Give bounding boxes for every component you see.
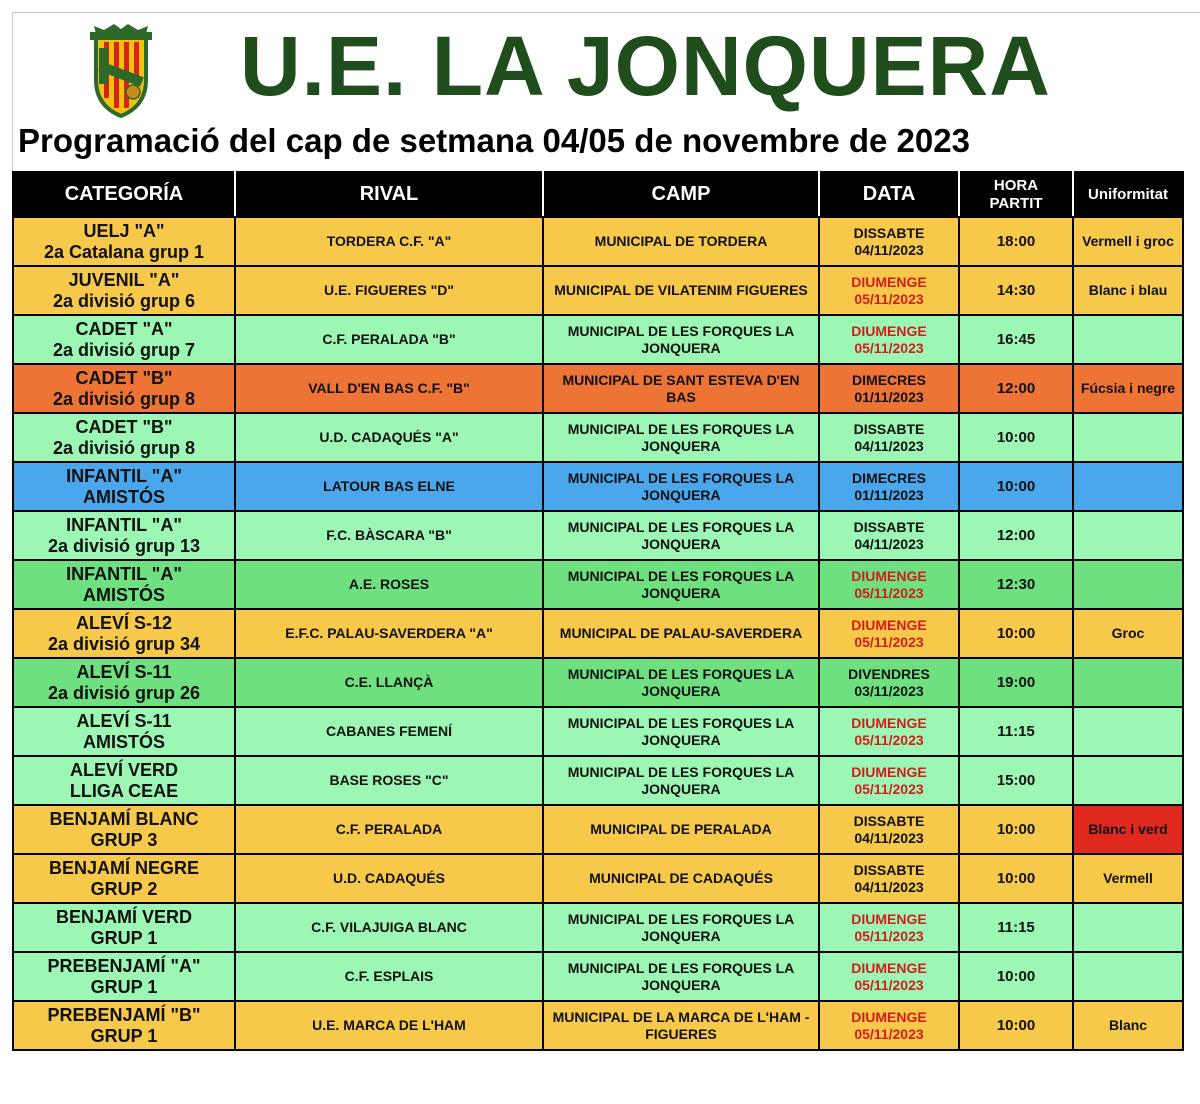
categoria-line1: ALEVÍ S-12: [75, 612, 173, 633]
cell-camp: MUNICIPAL DE PERALADA: [543, 805, 819, 854]
cell-hora: 12:30: [959, 560, 1073, 609]
categoria-line1: CADET "A": [75, 318, 173, 339]
categoria-line1: BENJAMÍ BLANC: [49, 808, 199, 829]
categoria-line2: GRUP 2: [90, 878, 158, 899]
cell-categoria: [13, 658, 235, 707]
categoria-line2: 2a divisió grup 8: [52, 388, 196, 409]
header-hora-line1: HORA: [993, 176, 1039, 194]
categoria-line1: UELJ "A": [83, 220, 165, 241]
categoria-line2: 2a divisió grup 26: [47, 682, 201, 703]
cell-data: [819, 217, 959, 266]
table-row: [13, 1001, 1183, 1050]
cell-camp: MUNICIPAL DE LES FORQUES LA JONQUERA: [543, 707, 819, 756]
data-date: 05/11/2023: [854, 584, 924, 601]
header-camp: CAMP: [543, 172, 819, 217]
cell-rival: CABANES FEMENÍ: [235, 707, 543, 756]
cell-hora: 18:00: [959, 217, 1073, 266]
cell-data: [819, 609, 959, 658]
categoria-line1: ALEVÍ S-11: [76, 661, 172, 682]
data-day: DIUMENGE: [851, 714, 927, 731]
categoria-line2: GRUP 1: [90, 976, 158, 997]
table-row: [13, 952, 1183, 1001]
cell-categoria: [13, 462, 235, 511]
cell-categoria: [13, 560, 235, 609]
cell-camp: MUNICIPAL DE LES FORQUES LA JONQUERA: [543, 658, 819, 707]
data-date: 01/11/2023: [854, 388, 924, 405]
cell-data: [819, 315, 959, 364]
data-day: DIVENDRES: [848, 665, 930, 682]
data-day: DIUMENGE: [851, 322, 927, 339]
cell-rival: TORDERA C.F. "A": [235, 217, 543, 266]
categoria-line1: BENJAMÍ NEGRE: [48, 857, 200, 878]
data-day: DISSABTE: [853, 420, 925, 437]
cell-camp: MUNICIPAL DE LES FORQUES LA JONQUERA: [543, 560, 819, 609]
cell-hora: 10:00: [959, 854, 1073, 903]
cell-camp: MUNICIPAL DE LA MARCA DE L'HAM - FIGUERES: [543, 1001, 819, 1050]
data-day: DIMECRES: [852, 469, 926, 486]
data-date: 05/11/2023: [854, 927, 924, 944]
cell-categoria: [13, 756, 235, 805]
cell-camp: MUNICIPAL DE LES FORQUES LA JONQUERA: [543, 756, 819, 805]
categoria-line2: GRUP 1: [90, 1025, 158, 1046]
data-day: DIUMENGE: [851, 959, 927, 976]
data-date: 05/11/2023: [854, 633, 924, 650]
cell-hora: 14:30: [959, 266, 1073, 315]
cell-data: [819, 756, 959, 805]
table-row: [13, 462, 1183, 511]
cell-uniformitat: [1073, 658, 1183, 707]
table-row: [13, 609, 1183, 658]
data-day: DISSABTE: [853, 812, 925, 829]
cell-data: [819, 903, 959, 952]
cell-uniformitat: Blanc i verd: [1073, 805, 1183, 854]
categoria-line2: 2a divisió grup 34: [47, 633, 201, 654]
header-uniformitat: Uniformitat: [1073, 172, 1183, 217]
data-date: 05/11/2023: [854, 1025, 924, 1042]
cell-uniformitat: [1073, 462, 1183, 511]
club-crest-icon: [86, 22, 156, 118]
table-row: [13, 854, 1183, 903]
categoria-line2: AMISTÓS: [82, 584, 165, 605]
cell-categoria: [13, 609, 235, 658]
cell-rival: VALL D'EN BAS C.F. "B": [235, 364, 543, 413]
cell-data: [819, 266, 959, 315]
cell-categoria: [13, 903, 235, 952]
header-rival: RIVAL: [235, 172, 543, 217]
cell-rival: BASE ROSES "C": [235, 756, 543, 805]
cell-categoria: [13, 952, 235, 1001]
cell-data: [819, 462, 959, 511]
data-day: DIUMENGE: [851, 616, 927, 633]
cell-categoria: [13, 854, 235, 903]
categoria-line2: LLIGA CEAE: [69, 780, 179, 801]
page-subtitle: Programació del cap de setmana 04/05 de novembre de 2023: [18, 122, 970, 159]
cell-uniformitat: Blanc i blau: [1073, 266, 1183, 315]
categoria-line2: 2a divisió grup 13: [47, 535, 201, 556]
cell-categoria: [13, 315, 235, 364]
data-date: 05/11/2023: [854, 339, 924, 356]
categoria-line2: GRUP 1: [90, 927, 158, 948]
categoria-line2: GRUP 3: [90, 829, 158, 850]
table-row: [13, 511, 1183, 560]
data-day: DIUMENGE: [851, 1008, 927, 1025]
cell-categoria: [13, 1001, 235, 1050]
header-categoria: CATEGORÍA: [13, 172, 235, 217]
cell-rival: C.F. ESPLAIS: [235, 952, 543, 1001]
table-row: [13, 903, 1183, 952]
cell-data: [819, 707, 959, 756]
cell-rival: A.E. ROSES: [235, 560, 543, 609]
cell-data: [819, 952, 959, 1001]
data-date: 05/11/2023: [854, 731, 924, 748]
data-day: DISSABTE: [853, 224, 925, 241]
cell-data: [819, 413, 959, 462]
cell-uniformitat: [1073, 560, 1183, 609]
table-row: [13, 805, 1183, 854]
cell-categoria: [13, 707, 235, 756]
cell-camp: MUNICIPAL DE PALAU-SAVERDERA: [543, 609, 819, 658]
data-date: 04/11/2023: [854, 241, 924, 258]
categoria-line1: INFANTIL "A": [66, 465, 182, 486]
cell-uniformitat: Vermell i groc: [1073, 217, 1183, 266]
cell-uniformitat: [1073, 903, 1183, 952]
cell-hora: 11:15: [959, 707, 1073, 756]
cell-data: [819, 511, 959, 560]
cell-uniformitat: [1073, 315, 1183, 364]
categoria-line2: AMISTÓS: [82, 486, 165, 507]
cell-camp: MUNICIPAL DE VILATENIM FIGUERES: [543, 266, 819, 315]
cell-hora: 10:00: [959, 952, 1073, 1001]
data-day: DIUMENGE: [851, 910, 927, 927]
cell-camp: MUNICIPAL DE LES FORQUES LA JONQUERA: [543, 413, 819, 462]
cell-hora: 12:00: [959, 364, 1073, 413]
categoria-line2: 2a divisió grup 8: [52, 437, 196, 458]
cell-categoria: [13, 413, 235, 462]
cell-camp: MUNICIPAL DE LES FORQUES LA JONQUERA: [543, 511, 819, 560]
cell-camp: MUNICIPAL DE LES FORQUES LA JONQUERA: [543, 952, 819, 1001]
cell-hora: 10:00: [959, 609, 1073, 658]
table-header-row: [13, 172, 1183, 217]
data-day: DIUMENGE: [851, 763, 927, 780]
cell-rival: LATOUR BAS ELNE: [235, 462, 543, 511]
categoria-line1: PREBENJAMÍ "A": [47, 955, 201, 976]
cell-rival: U.D. CADAQUÉS: [235, 854, 543, 903]
cell-uniformitat: Groc: [1073, 609, 1183, 658]
cell-hora: 10:00: [959, 1001, 1073, 1050]
categoria-line2: 2a Catalana grup 1: [43, 241, 205, 262]
data-date: 04/11/2023: [854, 878, 924, 895]
table-row: [13, 658, 1183, 707]
cell-rival: F.C. BÀSCARA "B": [235, 511, 543, 560]
frame-top-line: [12, 12, 1200, 13]
categoria-line1: JUVENIL "A": [68, 269, 180, 290]
table-row: [13, 266, 1183, 315]
table-row: [13, 707, 1183, 756]
cell-uniformitat: [1073, 707, 1183, 756]
header-data: DATA: [819, 172, 959, 217]
data-date: 05/11/2023: [854, 976, 924, 993]
cell-hora: 12:00: [959, 511, 1073, 560]
table-row: [13, 560, 1183, 609]
data-date: 04/11/2023: [854, 535, 924, 552]
cell-uniformitat: Vermell: [1073, 854, 1183, 903]
cell-uniformitat: [1073, 413, 1183, 462]
categoria-line1: BENJAMÍ VERD: [55, 906, 193, 927]
data-date: 05/11/2023: [854, 780, 924, 797]
cell-rival: C.F. VILAJUIGA BLANC: [235, 903, 543, 952]
cell-uniformitat: Fúcsia i negre: [1073, 364, 1183, 413]
categoria-line2: 2a divisió grup 7: [52, 339, 196, 360]
cell-categoria: [13, 511, 235, 560]
cell-data: [819, 1001, 959, 1050]
cell-data: [819, 560, 959, 609]
cell-hora: 10:00: [959, 805, 1073, 854]
cell-hora: 10:00: [959, 413, 1073, 462]
cell-rival: C.E. LLANÇÀ: [235, 658, 543, 707]
cell-categoria: [13, 266, 235, 315]
table-row: [13, 364, 1183, 413]
cell-rival: U.E. FIGUERES "D": [235, 266, 543, 315]
cell-rival: E.F.C. PALAU-SAVERDERA "A": [235, 609, 543, 658]
cell-rival: U.D. CADAQUÉS "A": [235, 413, 543, 462]
categoria-line1: ALEVÍ VERD: [69, 759, 179, 780]
cell-uniformitat: [1073, 511, 1183, 560]
categoria-line2: 2a divisió grup 6: [52, 290, 196, 311]
categoria-line1: INFANTIL "A": [66, 563, 182, 584]
table-row: [13, 217, 1183, 266]
cell-hora: 10:00: [959, 462, 1073, 511]
table-row: [13, 413, 1183, 462]
categoria-line2: AMISTÓS: [82, 731, 165, 752]
cell-data: [819, 658, 959, 707]
cell-rival: C.F. PERALADA: [235, 805, 543, 854]
table-row: [13, 315, 1183, 364]
cell-camp: MUNICIPAL DE TORDERA: [543, 217, 819, 266]
club-title: U.E. LA JONQUERA: [240, 19, 1051, 113]
cell-rival: U.E. MARCA DE L'HAM: [235, 1001, 543, 1050]
cell-uniformitat: Blanc: [1073, 1001, 1183, 1050]
cell-camp: MUNICIPAL DE CADAQUÉS: [543, 854, 819, 903]
cell-categoria: [13, 217, 235, 266]
cell-rival: C.F. PERALADA "B": [235, 315, 543, 364]
data-day: DISSABTE: [853, 861, 925, 878]
categoria-line1: PREBENJAMÍ "B": [47, 1004, 201, 1025]
cell-data: [819, 854, 959, 903]
cell-categoria: [13, 364, 235, 413]
cell-categoria: [13, 805, 235, 854]
cell-hora: 11:15: [959, 903, 1073, 952]
cell-camp: MUNICIPAL DE SANT ESTEVA D'EN BAS: [543, 364, 819, 413]
categoria-line1: INFANTIL "A": [66, 514, 182, 535]
data-date: 04/11/2023: [854, 437, 924, 454]
data-day: DIUMENGE: [851, 567, 927, 584]
categoria-line1: CADET "B": [75, 367, 173, 388]
categoria-line1: ALEVÍ S-11: [76, 710, 172, 731]
data-date: 05/11/2023: [854, 290, 924, 307]
cell-data: [819, 364, 959, 413]
cell-uniformitat: [1073, 756, 1183, 805]
cell-hora: 15:00: [959, 756, 1073, 805]
cell-hora: 16:45: [959, 315, 1073, 364]
data-date: 03/11/2023: [854, 682, 924, 699]
header-hora: [959, 172, 1073, 217]
header-hora-line2: PARTIT: [989, 194, 1043, 212]
data-date: 04/11/2023: [854, 829, 924, 846]
data-day: DIMECRES: [852, 371, 926, 388]
data-day: DISSABTE: [853, 518, 925, 535]
data-date: 01/11/2023: [854, 486, 924, 503]
cell-data: [819, 805, 959, 854]
categoria-line1: CADET "B": [75, 416, 173, 437]
cell-uniformitat: [1073, 952, 1183, 1001]
table-row: [13, 756, 1183, 805]
cell-hora: 19:00: [959, 658, 1073, 707]
cell-camp: MUNICIPAL DE LES FORQUES LA JONQUERA: [543, 903, 819, 952]
data-day: DIUMENGE: [851, 273, 927, 290]
frame-left-line: [12, 12, 13, 172]
schedule-table: [12, 171, 1184, 1051]
cell-camp: MUNICIPAL DE LES FORQUES LA JONQUERA: [543, 462, 819, 511]
cell-camp: MUNICIPAL DE LES FORQUES LA JONQUERA: [543, 315, 819, 364]
